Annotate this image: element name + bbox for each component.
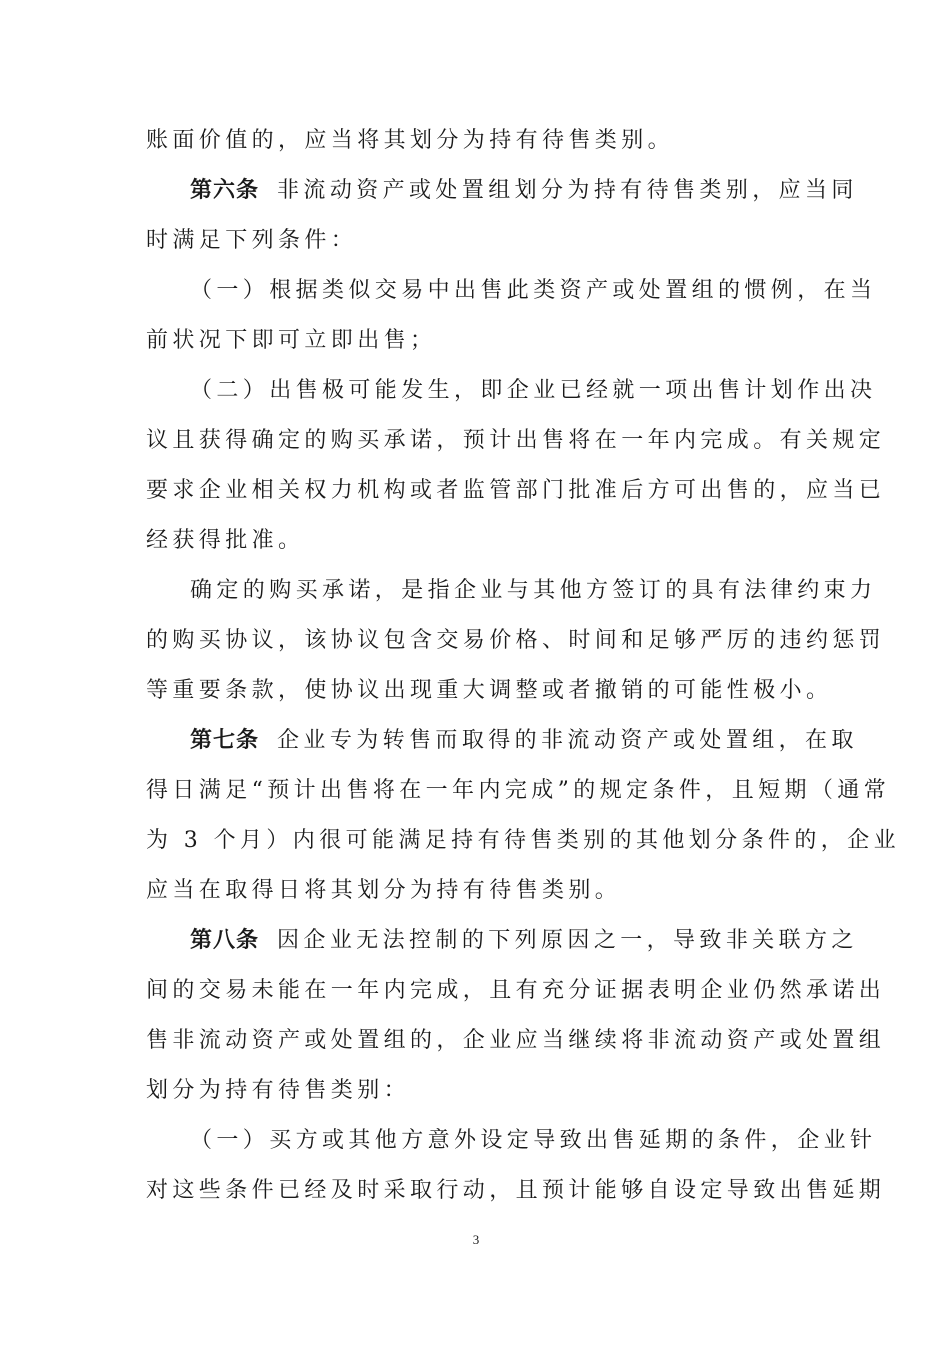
line-text: 应当在取得日将其划分为持有待售类别。 [146, 878, 622, 903]
line-text: 企业专为转售而取得的非流动资产或处置组，在取 [277, 728, 858, 753]
text-line [146, 771, 891, 811]
text-line [146, 421, 886, 461]
text-line [146, 471, 886, 511]
line-text: 因企业无法控制的下列原因之一，导致非关联方之 [277, 928, 858, 953]
line-text: （一）买方或其他方意外设定导致出售延期的条件，企业针 [190, 1128, 877, 1153]
page-number: 3 [472, 1232, 480, 1247]
text-line [146, 1171, 886, 1211]
text-line [146, 321, 812, 361]
text-line [146, 1021, 886, 1061]
line-text: 售非流动资产或处置组的，企业应当继续将非流动资产或处置组 [146, 1028, 886, 1053]
text-line [190, 1121, 877, 1161]
text-line [146, 971, 886, 1011]
text-line [146, 821, 900, 861]
line-text: 对这些条件已经及时采取行动，且预计能够自设定导致出售延期 [146, 1178, 886, 1203]
article-7-heading-line [190, 721, 858, 761]
line-text: 划分为持有待售类别： [146, 1078, 411, 1103]
line-text: 的购买协议，该协议包含交易价格、时间和足够严厉的违约惩罚 [146, 628, 886, 653]
article-6-heading-line [190, 171, 858, 211]
text-line [146, 671, 833, 711]
text-line [146, 121, 812, 161]
line-text: 议且获得确定的购买承诺，预计出售将在一年内完成。有关规定 [146, 428, 886, 453]
line-text: 前状况下即可立即出售； [146, 328, 437, 353]
line-text: 要求企业相关权力机构或者监管部门批准后方可出售的，应当已 [146, 478, 886, 503]
line-text: 为 3 个月）内很可能满足持有待售类别的其他划分条件的，企业 [146, 828, 900, 853]
article-label: 第八条 [190, 928, 260, 953]
line-text: 等重要条款，使协议出现重大调整或者撤销的可能性极小。 [146, 678, 833, 703]
line-text: 时满足下列条件： [146, 228, 358, 253]
line-text: （一）根据类似交易中出售此类资产或处置组的惯例，在当 [190, 278, 877, 303]
text-line [146, 621, 886, 661]
line-text: （二）出售极可能发生，即企业已经就一项出售计划作出决 [190, 378, 877, 403]
line-text: 得日满足“预计出售将在一年内完成”的规定条件，且短期（通常 [146, 778, 891, 803]
text-line [190, 271, 877, 311]
line-text: 确定的购买承诺，是指企业与其他方签订的具有法律约束力 [190, 578, 877, 603]
line-text: 间的交易未能在一年内完成，且有充分证据表明企业仍然承诺出 [146, 978, 886, 1003]
article-label: 第七条 [190, 728, 260, 753]
text-line [190, 571, 877, 611]
line-text: 非流动资产或处置组划分为持有待售类别，应当同 [277, 178, 858, 203]
text-line [146, 1071, 812, 1111]
text-line [190, 371, 877, 411]
text-line [146, 221, 812, 261]
article-label: 第六条 [190, 178, 260, 203]
line-text: 经获得批准。 [146, 528, 305, 553]
line-text: 账面价值的，应当将其划分为持有待售类别。 [146, 128, 675, 153]
text-line [146, 871, 812, 911]
article-8-heading-line [190, 921, 858, 961]
text-line [146, 521, 812, 561]
